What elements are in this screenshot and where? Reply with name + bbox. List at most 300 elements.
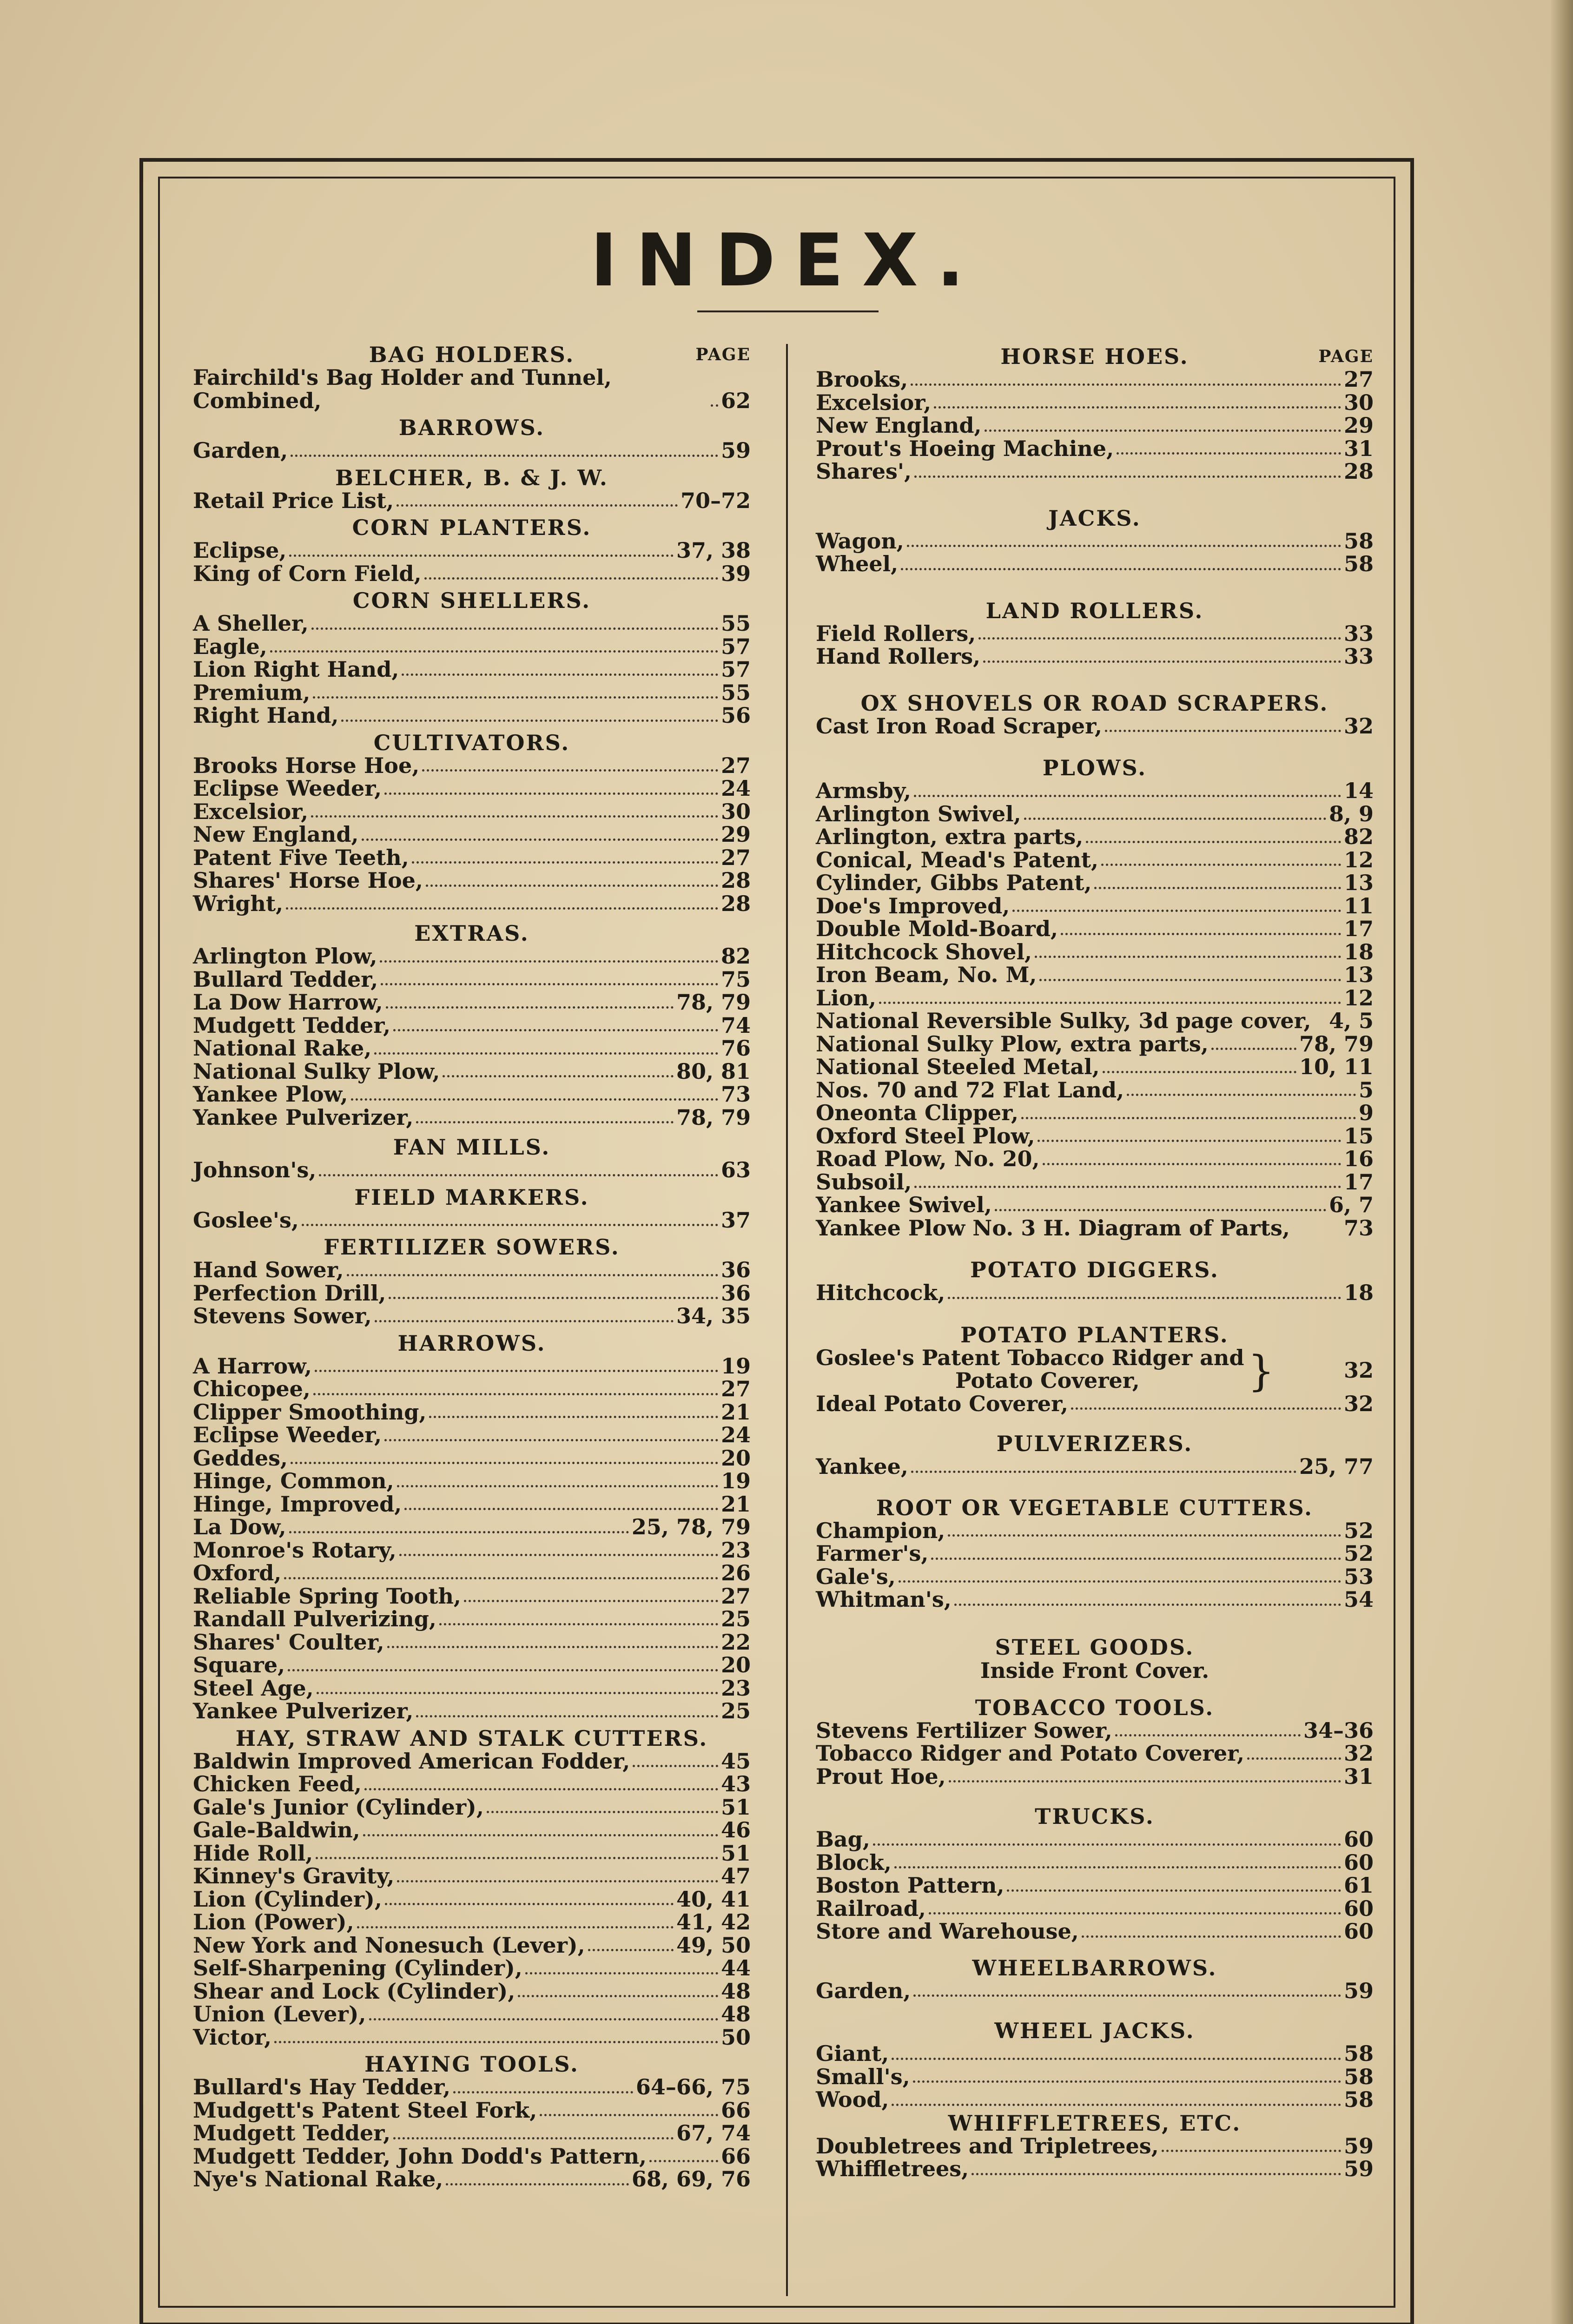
index-entry[interactable] [193,892,751,916]
section-heading [816,1323,1374,1347]
index-entry[interactable] [193,945,751,968]
index-entry[interactable] [193,1819,751,1842]
entry-page: 41, 42 [676,1909,751,1934]
entry-name: Arlington Swivel, [816,801,1021,826]
entry-page: 28 [720,868,751,893]
entry-name: National Steeled Metal, [816,1054,1100,1079]
dot-leader [385,1903,674,1905]
index-entry[interactable] [193,1401,751,1424]
index-entry[interactable] [816,941,1374,964]
entry-name: Stevens Sower, [193,1303,372,1328]
entry-name: A Sheller, [193,611,309,636]
entry-name: Lion Right Hand, [193,657,399,682]
index-entry[interactable] [816,1056,1374,1079]
dot-leader [931,1558,1341,1560]
index-entry[interactable] [193,1493,751,1516]
index-entry[interactable] [193,439,751,462]
entry-name: La Dow Harrow, [193,990,383,1015]
index-entry[interactable] [816,964,1374,987]
section-heading [816,345,1374,368]
dot-leader [487,1811,718,1813]
dot-leader [416,1715,718,1717]
dot-leader [311,815,718,818]
entry-name: Field Rollers, [816,621,976,646]
index-entry[interactable] [816,1345,1374,1396]
index-entry[interactable] [193,2168,751,2191]
index-entry[interactable] [816,1102,1374,1125]
index-entry[interactable] [816,918,1374,941]
dot-leader [274,2041,718,2043]
entry-name: Hand Sower, [193,1257,344,1282]
index-entry[interactable] [193,1608,751,1631]
entry-name: Lion, [816,985,876,1010]
dot-leader [1071,1407,1341,1410]
index-entry[interactable] [816,1171,1374,1194]
index-entry[interactable] [193,1631,751,1654]
index-entry[interactable] [816,1393,1374,1416]
index-entry[interactable] [193,1355,751,1378]
entry-page: 13 [1343,962,1374,987]
entry-page: 61 [1343,1873,1374,1898]
dot-leader [934,406,1341,409]
entry-page: 20 [720,1445,751,1471]
index-entry[interactable] [816,1125,1374,1148]
index-entry[interactable] [193,1209,751,1232]
index-entry[interactable] [816,715,1374,738]
entry-name: National Sulky Plow, [193,1058,440,1084]
index-entry[interactable] [816,437,1374,461]
entry-page: 67, 74 [676,2120,751,2146]
entry-page: 22 [720,1629,751,1655]
index-entry[interactable] [193,823,751,846]
entry-name: New England, [193,822,359,847]
entry-page: 37, 38 [676,538,751,563]
entry-name: Mudgett Tedder, [193,1012,391,1038]
index-entry[interactable] [816,1010,1374,1033]
entry-name: Eclipse, [193,538,287,563]
entry-name: Clipper Smoothing, [193,1399,427,1425]
dot-leader [313,1393,718,1395]
dot-leader [393,2137,674,2139]
entry-page: 56 [720,703,751,728]
entry-page: 34–36 [1303,1717,1374,1743]
entry-page: 52 [1343,1518,1374,1543]
dot-leader [1115,1734,1301,1736]
entry-page: 58 [1343,2064,1374,2089]
index-entry[interactable] [193,1750,751,1773]
section-heading [193,1235,751,1259]
index-entry[interactable] [193,2003,751,2026]
entry-page: 60 [1343,1827,1374,1852]
entry-name: Brooks Horse Hoe, [193,753,420,778]
index-entry[interactable] [193,1516,751,1539]
entry-name: Eagle, [193,634,267,659]
index-entry[interactable] [193,2145,751,2168]
entry-page: 19 [720,1353,751,1379]
entry-page: 55 [720,611,751,636]
section-heading-text: HAYING TOOLS. [364,2052,579,2077]
index-entry[interactable] [193,1585,751,1608]
entry-page: 49, 50 [676,1932,751,1958]
index-entry[interactable] [193,754,751,778]
index-entry[interactable] [193,1470,751,1493]
section-heading-text: CORN SHELLERS. [352,588,591,613]
entry-page: 58 [1343,551,1374,576]
index-entry[interactable] [193,1842,751,1865]
entry-page: 31 [1343,1763,1374,1789]
index-entry[interactable] [193,612,751,635]
index-entry[interactable] [193,635,751,659]
entry-page: 32 [1343,1741,1374,1766]
section-heading [193,922,751,945]
entry-page: 9 [1358,1100,1374,1125]
index-entry[interactable] [193,1677,751,1700]
index-entry[interactable] [816,779,1374,803]
index-entry[interactable] [816,622,1374,646]
index-entry[interactable] [193,1539,751,1562]
entry-page: 28 [1343,459,1374,484]
dot-leader [1247,1757,1341,1760]
section-heading [193,731,751,754]
entry-page: 48 [720,2001,751,2027]
entry-page: 50 [720,2024,751,2050]
entry-name: Tobacco Ridger and Potato Coverer, [816,1741,1245,1766]
section-heading [193,343,751,366]
index-entry[interactable] [816,1897,1374,1921]
entry-name: Iron Beam, No. M, [816,962,1037,987]
index-entry[interactable] [193,2122,751,2145]
entry-name: Prout Hoe, [816,1763,946,1789]
index-entry[interactable] [193,1700,751,1723]
entry-name: Yankee Pulverizer, [193,1698,414,1723]
entry-page: 32 [1343,1358,1374,1383]
entry-page: 52 [1343,1541,1374,1566]
index-entry[interactable] [816,803,1374,826]
entry-page: 30 [1343,390,1374,415]
entry-page: 37 [720,1207,751,1233]
index-entry[interactable] [193,1014,751,1037]
entry-name: Gale's, [816,1564,896,1589]
index-section [816,756,1374,1240]
entry-name: Cast Iron Road Scraper, [816,713,1102,739]
section-heading [816,1496,1374,1519]
index-entry[interactable] [816,645,1374,668]
page-edge [1551,0,1573,2324]
entry-page: 57 [720,657,751,682]
index-entry[interactable] [193,1865,751,1888]
entry-name: Yankee, [816,1454,908,1479]
index-entry[interactable] [816,1920,1374,1943]
entry-page: 30 [720,799,751,824]
index-entry[interactable] [816,1851,1374,1875]
dot-leader [289,1531,629,1533]
entry-name: Oxford, [193,1560,282,1585]
index-entry[interactable] [816,1874,1374,1897]
dot-leader [291,1462,718,1464]
dot-leader [443,1075,674,1077]
index-entry[interactable] [193,681,751,705]
entry-page: 6, 7 [1328,1192,1374,1217]
index-entry[interactable] [193,2099,751,2122]
dot-leader [588,1949,674,1951]
section-heading [816,1956,1374,1980]
index-entry[interactable] [816,2066,1374,2089]
index-entry[interactable] [193,991,751,1014]
index-section [193,731,751,916]
dot-leader [911,383,1341,386]
entry-page: 76 [720,1036,751,1061]
entry-name: Steel Age, [193,1675,314,1701]
entry-page: 55 [720,680,751,705]
index-entry[interactable] [816,553,1374,576]
index-entry[interactable] [193,1037,751,1060]
index-section [816,1258,1374,1305]
entry-page: 32 [1343,713,1374,739]
entry-name: Farmer's, [816,1541,929,1566]
entry-name: Wood, [816,2087,889,2112]
entry-name: Nye's National Rake, [193,2166,443,2192]
index-entry[interactable] [816,1980,1374,2003]
entry-name: Mudgett Tedder, John Dodd's Pattern, [193,2143,647,2169]
entry-name: Arlington Plow, [193,944,377,969]
entry-page: 32 [1343,1391,1374,1416]
section-heading [193,516,751,539]
entry-page: 33 [1343,644,1374,669]
entry-page: 25, 77 [1299,1454,1374,1479]
dot-leader [453,2091,633,2093]
index-entry[interactable] [816,1455,1374,1479]
index-entry[interactable] [816,825,1374,849]
entry-name: Stevens Fertilizer Sower, [816,1717,1112,1743]
index-entry[interactable] [193,1980,751,2003]
dot-leader [380,960,718,963]
dot-leader [1043,1163,1341,1165]
entry-page: 29 [1343,413,1374,438]
dot-leader [892,2104,1341,2106]
index-entry[interactable] [193,1378,751,1401]
index-entry[interactable] [193,658,751,681]
index-entry[interactable] [193,1562,751,1585]
index-entry[interactable] [816,368,1374,391]
index-entry[interactable] [193,704,751,727]
index-entry[interactable] [193,869,751,892]
dot-leader [416,1121,673,1123]
index-entry[interactable] [193,489,751,513]
entry-name: Shear and Lock (Cylinder), [193,1978,516,2004]
index-entry[interactable] [193,968,751,991]
entry-page: 53 [1343,1564,1374,1589]
entry-name: Armsby, [816,778,912,803]
dot-leader [913,1994,1341,1997]
index-entry[interactable] [816,1217,1374,1240]
index-entry[interactable] [193,539,751,562]
index-entry[interactable] [193,1654,751,1677]
index-entry[interactable] [816,1588,1374,1611]
index-section [193,922,751,1129]
entry-page: 36 [720,1257,751,1282]
index-entry[interactable] [816,1033,1374,1056]
entry-page: 33 [1343,621,1374,646]
dot-leader [1038,1140,1341,1142]
index-entry[interactable] [193,777,751,800]
index-entry[interactable] [193,1911,751,1934]
entry-page: 80, 81 [676,1058,751,1084]
entry-page: 57 [720,634,751,659]
entry-name: Lion (Cylinder), [193,1886,382,1912]
index-section [193,416,751,462]
index-entry[interactable] [193,1796,751,1819]
entry-page: 27 [1343,367,1374,392]
index-section [193,1235,751,1328]
entry-page: 40, 41 [676,1886,751,1912]
entry-page: 25 [720,1606,751,1631]
index-section [193,1332,751,1723]
index-entry[interactable] [816,872,1374,895]
entry-page: 34, 35 [676,1303,751,1328]
index-entry[interactable] [816,2135,1374,2158]
index-entry[interactable] [193,1424,751,1447]
index-entry[interactable] [816,1765,1374,1789]
index-section [193,1136,751,1182]
index-entry[interactable] [193,1773,751,1796]
index-entry[interactable] [816,895,1374,918]
dot-leader [347,1274,718,1276]
entry-page: 48 [720,1978,751,2004]
section-heading [193,1136,751,1159]
index-entry[interactable] [193,1282,751,1305]
index-entry[interactable] [816,2088,1374,2112]
section-heading [816,1258,1374,1281]
index-entry[interactable] [816,1542,1374,1565]
index-entry[interactable] [816,1742,1374,1765]
index-entry[interactable] [193,1957,751,1980]
entry-name: Yankee Pulverizer, [193,1104,414,1130]
index-entry[interactable] [816,1565,1374,1589]
entry-page: 17 [1343,1169,1374,1195]
entry-name: Oxford Steel Plow, [816,1123,1035,1149]
section-heading-text: WHEELBARROWS. [972,1955,1217,1981]
entry-page: 17 [1343,916,1374,941]
index-entry[interactable] [193,1888,751,1911]
index-section [816,1323,1374,1416]
index-entry[interactable] [816,1079,1374,1102]
index-entry[interactable] [816,849,1374,872]
index-entry[interactable] [816,2042,1374,2066]
entry-name: Hand Rollers, [816,644,981,669]
index-entry[interactable] [193,366,751,412]
index-entry[interactable] [193,1083,751,1106]
dot-leader [1103,1071,1296,1073]
section-heading [816,1432,1374,1455]
index-entry[interactable] [816,1719,1374,1743]
index-section [193,1186,751,1232]
dot-leader [983,660,1341,663]
index-entry[interactable] [193,800,751,824]
entry-name: Arlington, extra parts, [816,824,1084,849]
entry-page: 59 [1343,2156,1374,2181]
page-column-label: PAGE [1318,347,1374,366]
dot-leader [1039,979,1341,981]
entry-name: Champion, [816,1518,945,1543]
dot-leader [341,720,718,722]
index-entry[interactable] [816,391,1374,415]
section-heading [193,1186,751,1209]
index-entry[interactable] [193,1934,751,1957]
entry-page: 44 [720,1955,751,1981]
entry-name: Yankee Swivel, [816,1192,992,1217]
index-entry[interactable] [193,1447,751,1470]
entry-name: Geddes, [193,1445,288,1471]
index-entry[interactable] [816,2158,1374,2181]
section-heading [816,1805,1374,1828]
index-entry[interactable] [193,1159,751,1182]
entry-name: Bullard Tedder, [193,966,378,992]
dot-leader [429,1416,718,1418]
index-entry[interactable] [193,1259,751,1282]
entry-page: 59 [1343,1978,1374,2003]
index-entry[interactable] [193,846,751,870]
entry-name: Store and Warehouse, [816,1919,1079,1944]
index-entry[interactable] [816,1281,1374,1305]
index-entry[interactable] [193,1106,751,1129]
index-section [816,1432,1374,1479]
dot-leader [369,2018,718,2020]
index-entry[interactable] [816,987,1374,1010]
entry-name: Kinney's Gravity, [193,1863,395,1888]
entry-name: King of Corn Field, [193,561,422,586]
dot-leader [374,1052,718,1055]
entry-page: 58 [1343,2041,1374,2066]
dot-leader [288,1669,718,1671]
index-entry[interactable] [816,460,1374,483]
dot-leader [393,1029,718,1031]
entry-name: New York and Nonesuch (Lever), [193,1932,585,1958]
index-entry[interactable] [816,530,1374,553]
entry-name: Whitman's, [816,1587,952,1612]
index-entry[interactable] [193,1305,751,1328]
index-entry[interactable] [816,414,1374,437]
dot-leader [525,1972,718,1974]
index-entry[interactable] [816,1828,1374,1851]
section-heading-text: HARROWS. [397,1330,546,1356]
entry-page: 73 [1343,1215,1374,1241]
entry-name: Conical, Mead's Patent, [816,847,1099,872]
entry-page: 66 [720,2143,751,2169]
entry-name: Hide Roll, [193,1840,313,1866]
index-entry[interactable] [193,1060,751,1083]
entry-page: 47 [720,1863,751,1888]
entry-name: Shares' Coulter, [193,1629,384,1655]
index-entry[interactable] [193,2026,751,2049]
dot-leader [901,568,1341,570]
section-heading-text: BAG HOLDERS. [369,342,575,367]
index-entry[interactable] [816,1194,1374,1217]
dot-leader [422,769,718,772]
entry-page: 26 [720,1560,751,1585]
index-entry[interactable] [193,562,751,586]
index-entry[interactable] [816,1148,1374,1171]
dot-leader [399,1554,718,1556]
entry-page: 25 [720,1698,751,1723]
entry-page: 60 [1343,1849,1374,1875]
index-entry[interactable] [816,1519,1374,1543]
dot-leader [289,555,674,557]
entry-name: Randall Pulverizing, [193,1606,436,1631]
index-entry[interactable] [193,2076,751,2099]
dot-leader [873,1843,1341,1846]
dot-leader [381,983,718,985]
entry-page: 27 [720,1583,751,1609]
